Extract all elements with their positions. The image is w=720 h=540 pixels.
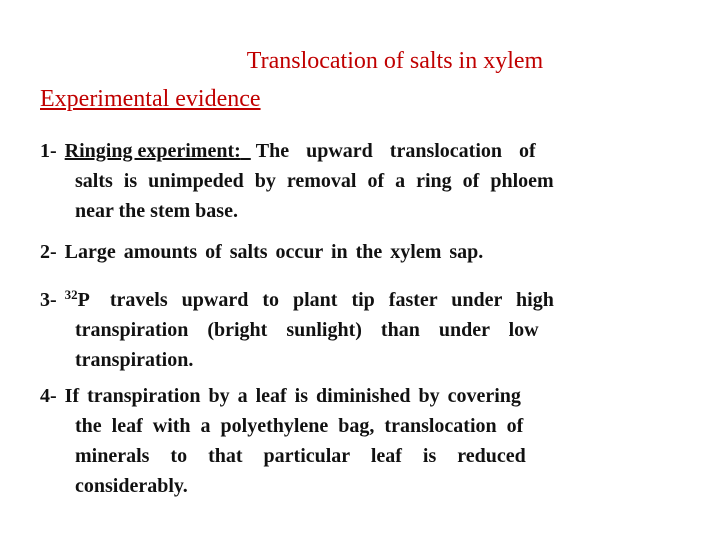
item-3-line-3: transpiration. [75, 349, 194, 371]
item-4-line-3: minerals to that particular leaf is reduced [75, 445, 526, 467]
list-item-2 [40, 237, 676, 267]
list-item-3 [40, 280, 676, 375]
item-4-line-2: the leaf with a polyethylene bag, translocation of [75, 415, 524, 437]
item-text: Large amounts of salts occur in the xylem sap. [64, 241, 484, 263]
item-4-line-4: considerably. [75, 475, 188, 497]
isotope-symbol: P [77, 289, 90, 311]
item-4-line-1 [40, 381, 676, 411]
item-number: 2- [40, 241, 57, 263]
item-number: 3- [40, 289, 57, 311]
isotope-mass: 32 [64, 287, 78, 302]
list-item-4 [40, 381, 676, 501]
slide-title: Translocation of salts in xylem [246, 48, 544, 74]
section-subtitle: Experimental evidence [40, 86, 261, 112]
item-1-line-1 [40, 136, 676, 166]
item-3-line-1 [40, 280, 676, 315]
item-1-line-2: salts is unimpeded by removal of a ring of phloem [75, 170, 554, 192]
item-number: 4- [40, 385, 57, 407]
list-item-1 [40, 136, 676, 226]
item-text: The upward translocation of [255, 140, 536, 162]
item-text: travels upward to plant tip faster under high [109, 289, 554, 311]
item-2-line-1 [40, 237, 676, 267]
item-heading: Ringing experiment: [64, 140, 241, 162]
item-3-line-2: transpiration (bright sunlight) than under low [75, 319, 539, 341]
item-1-line-3: near the stem base. [75, 200, 238, 222]
item-number: 1- [40, 140, 57, 162]
item-text: If transpiration by a leaf is diminished by covering [64, 385, 521, 407]
